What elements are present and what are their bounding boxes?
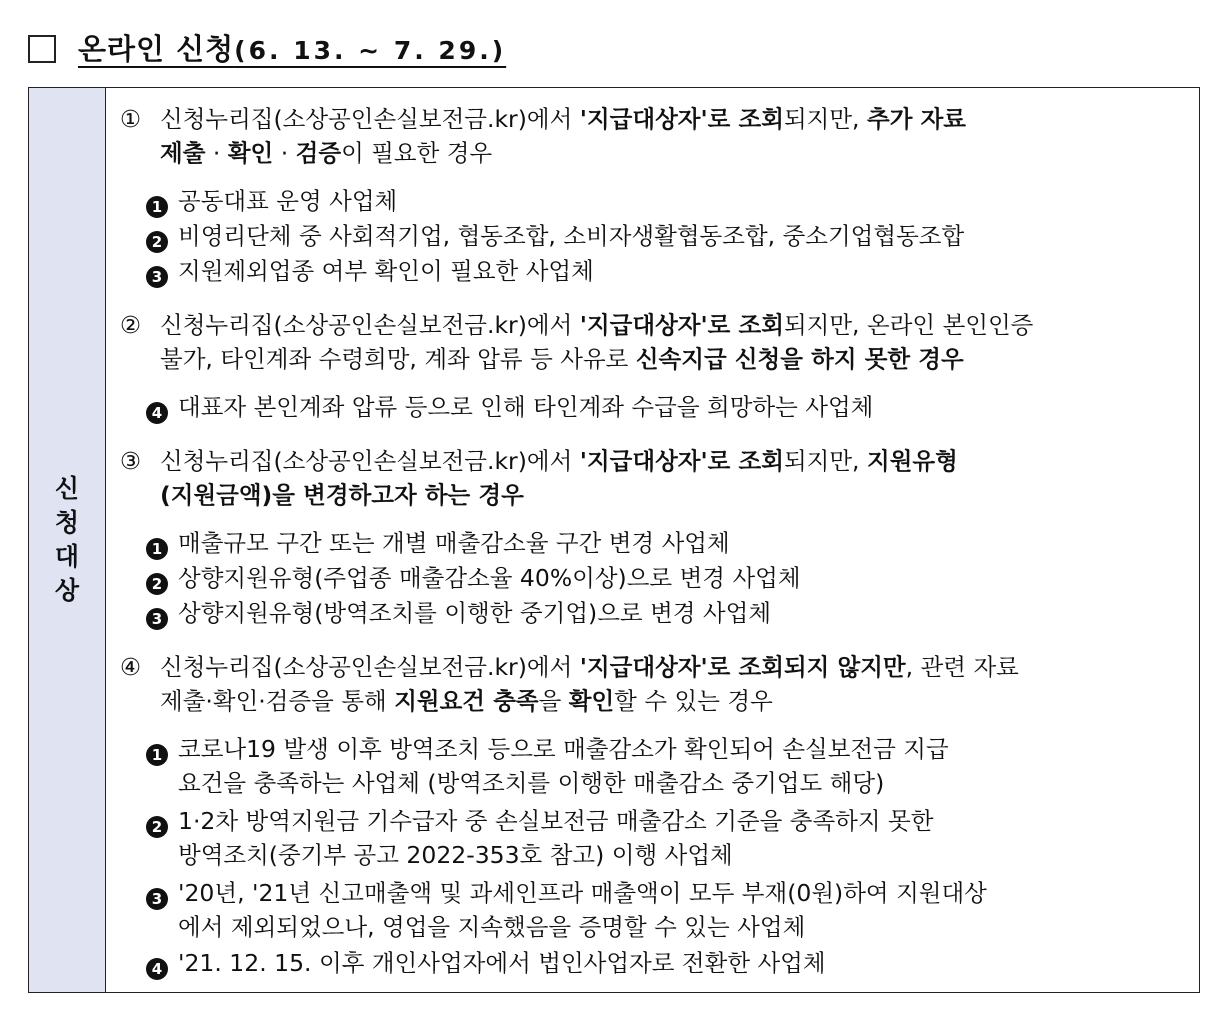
section-heading xyxy=(28,22,506,72)
text: 신청누리집(소상공인손실보전금.kr)에서 xyxy=(160,105,580,133)
bullet-marker: 3 xyxy=(146,266,168,288)
list-item xyxy=(146,390,873,424)
bullet-marker: 4 xyxy=(146,958,168,980)
list-item-text: 대표자 본인계좌 압류 등으로 인해 타인계좌 수급을 희망하는 사업체 xyxy=(178,393,874,421)
list-item-text: 공동대표 운영 사업체 xyxy=(178,187,398,215)
list-item-text: 코로나19 발생 이후 방역조치 등으로 매출감소가 확인되어 손실보전금 지급 xyxy=(178,735,949,763)
bullet-marker: 1 xyxy=(146,538,168,560)
text-bold: 신속지급 신청을 하지 못한 경우 xyxy=(635,345,964,373)
list-item xyxy=(146,732,949,766)
heading-title: 온라인 신청 xyxy=(78,31,235,66)
text-bold: 추가 자료 xyxy=(867,105,966,133)
text: 되지만, 온라인 본인인증 xyxy=(783,311,1034,339)
text: 신청누리집(소상공인손실보전금.kr)에서 xyxy=(160,447,580,475)
text: 신청누리집(소상공인손실보전금.kr)에서 xyxy=(160,311,580,339)
section-4-number: ④ xyxy=(120,653,142,681)
section-2-line-1 xyxy=(120,308,1033,342)
text: 을 xyxy=(538,687,569,715)
side-header-cell xyxy=(29,88,106,992)
list-item-text: '20년, '21년 신고매출액 및 과세인프라 매출액이 모두 부재(0원)하여 지원대상 xyxy=(178,879,987,907)
heading-underline xyxy=(78,27,506,68)
list-item xyxy=(146,804,933,838)
text-bold: (지원금액)을 변경하고자 하는 경우 xyxy=(160,481,524,509)
section-4-line-2 xyxy=(160,684,773,718)
text-bold: '지급대상자'로 조회 xyxy=(579,105,784,133)
section-1-number: ① xyxy=(120,105,142,133)
list-item-text: 지원제외업종 여부 확인이 필요한 사업체 xyxy=(178,257,594,285)
list-item xyxy=(146,561,801,595)
text-bold: 확인 xyxy=(227,139,274,167)
list-item xyxy=(146,946,826,980)
list-item xyxy=(146,184,397,218)
section-1-line-2 xyxy=(160,136,492,170)
text-bold: '지급대상자'로 조회 xyxy=(579,311,784,339)
text-bold: '지급대상자'로 조회되지 않지만 xyxy=(579,653,906,681)
list-item-continuation: 요건을 충족하는 사업체 (방역조치를 이행한 매출감소 중기업도 해당) xyxy=(178,769,885,797)
list-item-text: 매출규모 구간 또는 개별 매출감소율 구간 변경 사업체 xyxy=(178,529,730,557)
list-item xyxy=(146,876,987,910)
bullet-marker: 2 xyxy=(146,573,168,595)
text-bold: 지원유형 xyxy=(867,447,958,475)
bullet-marker: 1 xyxy=(146,196,168,218)
bullet-marker: 3 xyxy=(146,608,168,630)
bullet-marker: 3 xyxy=(146,888,168,910)
text: · xyxy=(273,139,296,167)
text-bold: 제출 xyxy=(160,139,206,167)
section-4-line-1 xyxy=(120,650,1019,684)
list-item-text: 비영리단체 중 사회적기업, 협동조합, 소비자생활협동조합, 중소기업협동조합 xyxy=(178,222,965,250)
text: 되지만, xyxy=(783,447,867,475)
text: , 관련 자료 xyxy=(905,653,1019,681)
text: 불가, 타인계좌 수령희망, 계좌 압류 등 사유로 xyxy=(160,345,636,373)
text: 되지만, xyxy=(783,105,867,133)
section-3-number: ③ xyxy=(120,447,142,475)
heading-date: (6. 13. ~ 7. 29.) xyxy=(234,35,507,65)
text: 신청누리집(소상공인손실보전금.kr)에서 xyxy=(160,653,580,681)
section-1-line-1 xyxy=(120,102,966,136)
section-3-line-1 xyxy=(120,444,958,478)
text: 할 수 있는 경우 xyxy=(614,687,773,715)
list-item-text: 상향지원유형(주업종 매출감소율 40%이상)으로 변경 사업체 xyxy=(178,564,801,592)
section-2-line-2 xyxy=(160,342,964,376)
list-item xyxy=(146,596,771,630)
list-item xyxy=(146,526,730,560)
list-item-text: 상향지원유형(방역조치를 이행한 중기업)으로 변경 사업체 xyxy=(178,599,772,627)
list-item-text: '21. 12. 15. 이후 개인사업자에서 법인사업자로 전환한 사업체 xyxy=(178,949,826,977)
checkbox-icon xyxy=(28,35,56,63)
text-bold: 검증 xyxy=(295,139,342,167)
eligibility-table xyxy=(28,87,1200,993)
list-item-text: 1·2차 방역지원금 기수급자 중 손실보전금 매출감소 기준을 충족하지 못한 xyxy=(178,807,934,835)
text: 제출·확인·검증을 통해 xyxy=(160,687,395,715)
side-header-label: 신청대상 xyxy=(54,474,80,605)
bullet-marker: 2 xyxy=(146,816,168,838)
section-2-number: ② xyxy=(120,311,142,339)
text: 이 필요한 경우 xyxy=(341,139,493,167)
section-3-line-2 xyxy=(160,478,524,512)
text-bold: 지원요건 충족 xyxy=(394,687,539,715)
list-item-continuation: 방역조치(중기부 공고 2022-353호 참고) 이행 사업체 xyxy=(178,841,733,869)
text-bold: '지급대상자'로 조회 xyxy=(579,447,784,475)
text-bold: 확인 xyxy=(568,687,615,715)
text: · xyxy=(205,139,228,167)
list-item-continuation: 에서 제외되었으나, 영업을 지속했음을 증명할 수 있는 사업체 xyxy=(178,913,806,941)
list-item xyxy=(146,254,594,288)
bullet-marker: 4 xyxy=(146,402,168,424)
bullet-marker: 1 xyxy=(146,744,168,766)
list-item xyxy=(146,219,964,253)
bullet-marker: 2 xyxy=(146,231,168,253)
content-cell xyxy=(106,88,1199,992)
